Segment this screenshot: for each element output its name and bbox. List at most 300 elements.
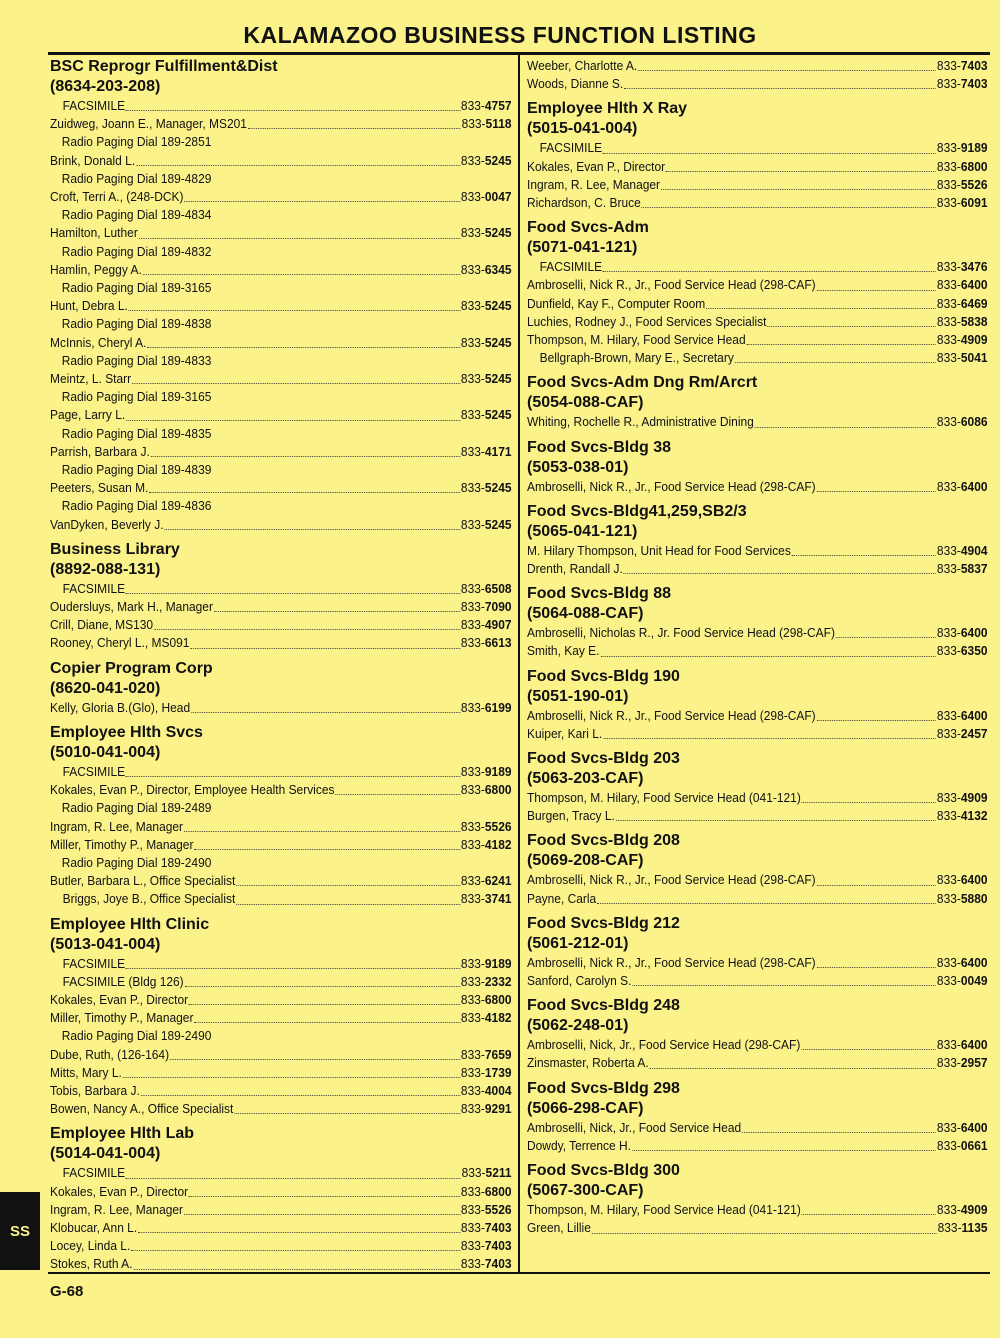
- dot-leader: [767, 325, 936, 327]
- entry-name: FACSIMILE: [62, 98, 126, 113]
- dot-leader: [624, 87, 936, 89]
- entry-name: Dunfield, Kay F., Computer Room: [527, 295, 706, 311]
- phone-extension: 2457: [960, 725, 988, 741]
- section-code: (5010-041-004): [50, 743, 161, 761]
- section-code: (8634-203-208): [50, 78, 161, 95]
- directory-entry: [527, 954, 988, 972]
- phone-number: [937, 1119, 988, 1137]
- section-title: Food Svcs-Bldg 248: [527, 997, 680, 1015]
- phone-extension: 5526: [484, 818, 512, 834]
- directory-entry: [50, 1219, 512, 1237]
- section-title: Employee Hlth X Ray: [527, 100, 688, 118]
- directory-entry: [527, 349, 988, 367]
- phone-prefix: 833-: [936, 76, 961, 92]
- section-code: (5054-088-CAF): [527, 394, 644, 412]
- entry-name: Kokales, Evan P., Director: [50, 991, 189, 1007]
- section-title: Food Svcs-Bldg 212: [527, 914, 680, 932]
- paging-note: Radio Paging Dial 189-4834: [61, 207, 212, 223]
- phone-number: [937, 413, 988, 431]
- entry-name: Miller, Timothy P., Manager: [50, 836, 194, 852]
- phone-extension: 5118: [485, 116, 512, 132]
- dot-leader: [194, 848, 460, 850]
- directory-entry: [50, 115, 512, 133]
- paging-note: Radio Paging Dial 189-2489: [61, 800, 212, 816]
- entry-name: Ambroselli, Nick, Jr., Food Service Head (298-CAF): [527, 1037, 801, 1053]
- phone-prefix: 833-: [460, 818, 485, 834]
- dot-leader: [801, 1048, 936, 1050]
- phone-prefix: 833-: [460, 580, 485, 596]
- dot-leader: [170, 1058, 460, 1060]
- phone-number: [938, 1219, 988, 1237]
- phone-number: [461, 1046, 512, 1064]
- directory-section: [527, 831, 988, 907]
- entry-name: Drenth, Randall J.: [527, 561, 623, 577]
- directory-entry: [50, 479, 512, 497]
- section-code: (5064-088-CAF): [527, 605, 644, 623]
- phone-number: [461, 334, 512, 352]
- directory-entry: [50, 763, 512, 781]
- dot-leader: [638, 69, 936, 71]
- phone-number: [937, 1201, 988, 1219]
- entry-name: Dube, Ruth, (126-164): [50, 1046, 170, 1062]
- directory-entry: [50, 224, 512, 242]
- dot-leader: [817, 884, 937, 886]
- directory-entry: [527, 258, 988, 276]
- directory-entry: [527, 624, 988, 642]
- phone-prefix: 833-: [460, 1101, 485, 1117]
- dot-leader: [817, 966, 937, 968]
- section-title: Food Svcs-Adm Dng Rm/Arcrt: [527, 374, 758, 392]
- phone-extension: 5245: [484, 480, 512, 496]
- directory-entry: [527, 707, 988, 725]
- phone-extension: 5245: [484, 371, 512, 387]
- phone-number: [461, 261, 512, 279]
- entry-name: Kuiper, Kari L.: [527, 725, 603, 741]
- phone-number: [461, 297, 512, 315]
- phone-number: [937, 1054, 988, 1072]
- dot-leader: [149, 491, 460, 493]
- section-title: Food Svcs-Bldg 190: [527, 667, 680, 685]
- phone-extension: 5526: [960, 176, 988, 192]
- directory-entry: [50, 973, 512, 991]
- dot-leader: [184, 1213, 460, 1215]
- section-tab: SS: [0, 1192, 40, 1270]
- directory-section: [527, 99, 988, 212]
- dot-leader: [755, 426, 936, 428]
- phone-extension: 6400: [960, 954, 988, 970]
- entry-name: Ingram, R. Lee, Manager: [50, 1201, 184, 1217]
- phone-extension: 5245: [484, 225, 512, 241]
- directory-section: [527, 749, 988, 825]
- phone-prefix: 833-: [936, 350, 961, 366]
- dot-leader: [126, 967, 460, 969]
- entry-name: Oudersluys, Mark H., Manager: [50, 599, 213, 615]
- phone-prefix: 833-: [460, 1010, 485, 1026]
- phone-prefix: 833-: [936, 1202, 961, 1218]
- dot-leader: [335, 793, 460, 795]
- section-code: (5071-041-121): [527, 239, 638, 257]
- dot-leader: [164, 528, 460, 530]
- phone-extension: 6400: [960, 707, 988, 723]
- phone-prefix: 833-: [460, 1183, 485, 1199]
- phone-number: [937, 707, 988, 725]
- directory-entry: [50, 97, 512, 115]
- entry-name: Peeters, Susan M.: [50, 480, 149, 496]
- phone-number: [461, 699, 512, 717]
- paging-note: Radio Paging Dial 189-2490: [61, 854, 212, 870]
- phone-number: [461, 443, 512, 461]
- phone-extension: 5837: [960, 561, 988, 577]
- entry-name: FACSIMILE: [62, 955, 126, 971]
- section-title: Employee Hlth Clinic: [50, 915, 210, 933]
- phone-extension: 5041: [960, 350, 988, 366]
- phone-extension: 0047: [484, 189, 512, 205]
- section-title: BSC Reprogr Fulfillment&Dist: [50, 58, 278, 75]
- entry-name: Rooney, Cheryl L., MS091: [50, 635, 190, 651]
- phone-prefix: 833-: [460, 371, 485, 387]
- directory-entry: [50, 1183, 512, 1201]
- phone-prefix: 833-: [936, 1037, 961, 1053]
- directory-entry: [527, 789, 988, 807]
- section-code: (5067-300-CAF): [527, 1182, 644, 1200]
- phone-prefix: 833-: [936, 561, 961, 577]
- phone-prefix: 833-: [936, 625, 961, 641]
- phone-extension: 7659: [484, 1046, 512, 1062]
- phone-number: [937, 75, 988, 93]
- section-code: (5062-248-01): [527, 1017, 629, 1035]
- dot-leader: [147, 346, 460, 348]
- paging-note: Radio Paging Dial 189-4838: [61, 316, 212, 332]
- phone-number: [937, 1137, 988, 1155]
- phone-prefix: 833-: [460, 617, 485, 633]
- dot-leader: [132, 382, 460, 384]
- directory-entry: [50, 616, 512, 634]
- phone-prefix: 833-: [936, 277, 961, 293]
- phone-number: [461, 152, 512, 170]
- dot-leader: [189, 1195, 460, 1197]
- entry-name: Ambroselli, Nick R., Jr., Food Service Head (298-CAF): [527, 872, 816, 888]
- paging-note: Radio Paging Dial 189-2490: [61, 1028, 212, 1044]
- phone-prefix: 833-: [936, 313, 961, 329]
- phone-extension: 6091: [960, 195, 988, 211]
- page-number: G-68: [50, 1283, 84, 1300]
- page-title: KALAMAZOO BUSINESS FUNCTION LISTING: [243, 22, 757, 48]
- phone-number: [937, 176, 988, 194]
- phone-extension: 5838: [960, 313, 988, 329]
- section-code: (5053-038-01): [527, 458, 629, 476]
- directory-section: [50, 1124, 512, 1273]
- dot-leader: [123, 1076, 460, 1078]
- dot-leader: [131, 1249, 460, 1251]
- phone-number: [461, 1100, 512, 1118]
- dot-leader: [236, 903, 460, 905]
- phone-prefix: 833-: [936, 808, 961, 824]
- phone-number: [461, 890, 512, 908]
- entry-name: FACSIMILE (Bldg 126): [62, 973, 184, 989]
- phone-number: [461, 1237, 512, 1255]
- phone-number: [461, 370, 512, 388]
- directory-entry: [50, 580, 512, 598]
- dot-leader: [666, 170, 936, 172]
- entry-name: Meintz, L. Starr: [50, 371, 132, 387]
- phone-prefix: 833-: [936, 1119, 961, 1135]
- phone-number: [937, 139, 988, 157]
- entry-name: Payne, Carla: [527, 890, 597, 906]
- entry-name: Locey, Linda L.: [50, 1238, 131, 1254]
- phone-extension: 0661: [960, 1137, 988, 1153]
- section-code: (5066-298-CAF): [527, 1099, 644, 1117]
- phone-number: [937, 890, 988, 908]
- paging-note: Radio Paging Dial 189-4835: [61, 425, 212, 441]
- section-title: Food Svcs-Bldg 203: [527, 750, 680, 768]
- phone-prefix: 833-: [936, 332, 961, 348]
- dot-leader: [143, 273, 460, 275]
- dot-leader: [600, 655, 936, 657]
- phone-extension: 9189: [484, 955, 512, 971]
- phone-number: [937, 624, 988, 642]
- section-title: Food Svcs-Bldg 208: [527, 832, 680, 850]
- section-title: Food Svcs-Bldg41,259,SB2/3: [527, 502, 747, 520]
- phone-number: [461, 580, 512, 598]
- paging-note: Radio Paging Dial 189-4839: [61, 462, 212, 478]
- phone-extension: 6400: [960, 277, 988, 293]
- phone-extension: 5880: [960, 890, 988, 906]
- entry-name: Thompson, M. Hilary, Food Service Head (041-121): [527, 1202, 801, 1218]
- phone-prefix: 833-: [936, 790, 961, 806]
- directory-entry: [527, 642, 988, 660]
- phone-number: [937, 349, 988, 367]
- entry-name: FACSIMILE: [62, 1165, 126, 1181]
- directory-entry: [527, 331, 988, 349]
- dot-leader: [184, 200, 460, 202]
- entry-name: Bowen, Nancy A., Office Specialist: [50, 1101, 234, 1117]
- phone-prefix: 833-: [936, 542, 961, 558]
- directory-section: [527, 667, 988, 743]
- directory-entry: [527, 194, 988, 212]
- directory-entry: [527, 1201, 988, 1219]
- phone-extension: 6400: [960, 625, 988, 641]
- dot-leader: [139, 237, 460, 239]
- phone-prefix: 833-: [936, 176, 961, 192]
- phone-extension: 4132: [960, 808, 988, 824]
- directory-entry: [527, 75, 988, 93]
- phone-number: [461, 634, 512, 652]
- phone-extension: 9189: [484, 763, 512, 779]
- directory-section: [527, 57, 988, 93]
- dot-leader: [138, 1231, 460, 1233]
- dot-leader: [154, 628, 460, 630]
- phone-number: [937, 258, 988, 276]
- phone-extension: 4004: [484, 1082, 512, 1098]
- directory-entry: [50, 1237, 512, 1255]
- phone-number: [937, 807, 988, 825]
- phone-number: [937, 789, 988, 807]
- section-code: (5013-041-004): [50, 935, 161, 953]
- directory-entry: [50, 781, 512, 799]
- phone-extension: 6469: [960, 295, 988, 311]
- phone-extension: 5245: [484, 516, 512, 532]
- phone-prefix: 833-: [460, 955, 485, 971]
- phone-extension: 4171: [484, 443, 512, 459]
- section-code: (8892-088-131): [50, 560, 161, 578]
- directory-entry: [50, 836, 512, 854]
- section-title: Employee Hlth Lab: [50, 1125, 195, 1143]
- phone-extension: 7403: [484, 1219, 512, 1235]
- phone-number: [461, 224, 512, 242]
- phone-prefix: 833-: [461, 1165, 486, 1181]
- phone-number: [937, 158, 988, 176]
- phone-prefix: 833-: [460, 891, 485, 907]
- dot-leader: [597, 902, 936, 904]
- dot-leader: [126, 592, 460, 594]
- entry-name: Kelly, Gloria B.(Glo), Head: [50, 699, 191, 715]
- dot-leader: [817, 289, 937, 291]
- phone-extension: 7090: [484, 599, 512, 615]
- entry-name: Hamlin, Peggy A.: [50, 261, 142, 277]
- phone-prefix: 833-: [460, 635, 485, 651]
- dot-leader: [661, 188, 936, 190]
- phone-prefix: 833-: [460, 189, 485, 205]
- directory-section: [50, 57, 512, 534]
- directory-section: [527, 914, 988, 990]
- entry-name: Kokales, Evan P., Director: [527, 158, 666, 174]
- section-title: Employee Hlth Svcs: [50, 723, 203, 741]
- phone-number: [937, 194, 988, 212]
- phone-prefix: 833-: [460, 261, 485, 277]
- phone-number: [461, 763, 512, 781]
- phone-number: [462, 115, 512, 133]
- directory-entry: [527, 295, 988, 313]
- phone-prefix: 833-: [936, 58, 961, 73]
- entry-name: FACSIMILE: [62, 763, 126, 779]
- phone-extension: 6400: [960, 478, 988, 494]
- dot-leader: [214, 610, 460, 612]
- entry-name: Zuidweg, Joann E., Manager, MS201: [50, 116, 247, 132]
- directory-entry: [50, 1255, 512, 1273]
- entry-name: Ambroselli, Nick R., Jr., Food Service Head (298-CAF): [527, 478, 816, 494]
- directory-section: [527, 1079, 988, 1155]
- directory-entry: [50, 1201, 512, 1219]
- directory-entry: [50, 598, 512, 616]
- phone-number: [937, 478, 988, 496]
- phone-extension: 6086: [960, 414, 988, 430]
- section-code: (5015-041-004): [527, 120, 638, 138]
- entry-name: Klobucar, Ann L.: [50, 1219, 138, 1235]
- directory-section: [50, 659, 512, 717]
- directory-section: [527, 584, 988, 660]
- entry-name: Stokes, Ruth A.: [50, 1256, 133, 1272]
- phone-prefix: 833-: [936, 890, 961, 906]
- dot-leader: [592, 1232, 937, 1234]
- paging-note: Radio Paging Dial 189-3165: [61, 389, 212, 405]
- phone-number: [461, 406, 512, 424]
- directory-entry: [527, 1219, 988, 1237]
- phone-extension: 4907: [484, 617, 512, 633]
- phone-number: [461, 836, 512, 854]
- entry-name: Woods, Dianne S.: [527, 76, 624, 92]
- entry-name: Parrish, Barbara J.: [50, 443, 150, 459]
- phone-number: [461, 991, 512, 1009]
- dot-leader: [126, 419, 460, 421]
- dot-leader: [603, 737, 936, 739]
- phone-extension: 3741: [484, 891, 512, 907]
- phone-extension: 5245: [484, 334, 512, 350]
- phone-extension: 5245: [484, 298, 512, 314]
- dot-leader: [126, 1177, 461, 1179]
- entry-name: McInnis, Cheryl A.: [50, 334, 147, 350]
- section-title: Food Svcs-Bldg 298: [527, 1079, 680, 1097]
- phone-extension: 6400: [960, 1037, 988, 1053]
- section-title: Food Svcs-Bldg 300: [527, 1162, 680, 1180]
- phone-extension: 4909: [960, 332, 988, 348]
- phone-number: [461, 1183, 512, 1201]
- section-code: (5061-212-01): [527, 934, 629, 952]
- dot-leader: [802, 1213, 936, 1215]
- dot-leader: [236, 884, 460, 886]
- entry-name: Butler, Barbara L., Office Specialist: [50, 873, 236, 889]
- phone-prefix: 833-: [460, 1046, 485, 1062]
- section-code: (5069-208-CAF): [527, 852, 644, 870]
- entry-name: Bellgraph-Brown, Mary E., Secretary: [539, 350, 734, 366]
- phone-prefix: 833-: [936, 725, 961, 741]
- entry-name: Hunt, Debra L.: [50, 298, 128, 314]
- entry-name: Crill, Diane, MS130: [50, 617, 154, 633]
- phone-prefix: 833-: [936, 707, 961, 723]
- directory-section: [527, 373, 988, 431]
- directory-entry: [50, 334, 512, 352]
- phone-prefix: 833-: [460, 763, 485, 779]
- phone-prefix: 833-: [460, 1064, 485, 1080]
- phone-prefix: 833-: [937, 1220, 962, 1236]
- phone-number: [937, 725, 988, 743]
- directory-section: [50, 723, 512, 909]
- phone-prefix: 833-: [460, 873, 485, 889]
- phone-prefix: 833-: [936, 414, 961, 430]
- directory-entry: [527, 176, 988, 194]
- directory-entry: [527, 725, 988, 743]
- phone-prefix: 833-: [936, 195, 961, 211]
- column-divider: [518, 55, 520, 1272]
- phone-number: [461, 818, 512, 836]
- dot-leader: [184, 830, 460, 832]
- phone-extension: 0049: [960, 973, 988, 989]
- entry-name: Green, Lillie: [527, 1220, 591, 1236]
- phone-number: [461, 781, 512, 799]
- paging-note: Radio Paging Dial 189-4833: [61, 352, 212, 368]
- phone-number: [461, 97, 512, 115]
- phone-number: [461, 1255, 512, 1273]
- dot-leader: [632, 984, 936, 986]
- phone-extension: 6199: [484, 699, 512, 715]
- phone-extension: 4757: [484, 98, 512, 113]
- dot-leader: [792, 554, 936, 556]
- directory-entry: [527, 57, 988, 75]
- phone-number: [937, 542, 988, 560]
- entry-name: Luchies, Rodney J., Food Services Specialist: [527, 313, 767, 329]
- directory-entry: [527, 413, 988, 431]
- directory-entry: [50, 634, 512, 652]
- directory-section: [50, 540, 512, 653]
- entry-name: Miller, Timothy P., Manager: [50, 1010, 194, 1026]
- dot-leader: [190, 647, 460, 649]
- phone-prefix: 833-: [936, 1055, 961, 1071]
- directory-entry: [527, 276, 988, 294]
- directory-entry: [527, 139, 988, 157]
- directory-entry: [50, 1046, 512, 1064]
- directory-entry: [50, 1082, 512, 1100]
- directory-entry: [527, 871, 988, 889]
- phone-extension: 6400: [960, 872, 988, 888]
